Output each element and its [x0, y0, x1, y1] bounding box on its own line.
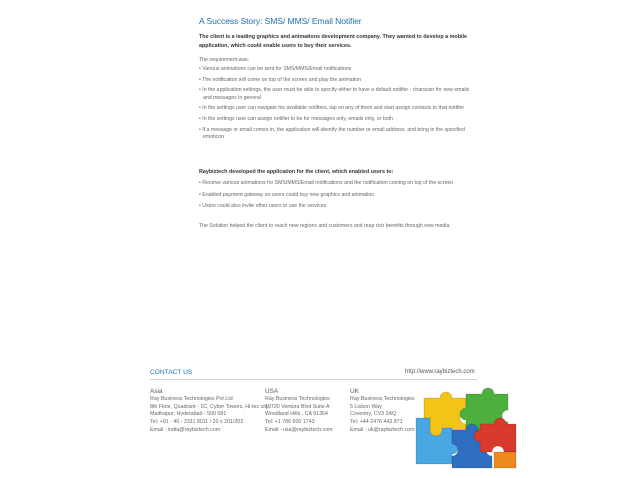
list-item: • Users could also invite other users to use the services: [199, 203, 479, 211]
list-item: • If a message or email comes in, the application will identify the number or email address, and bring in the specified emoticon: [199, 127, 479, 142]
list-item: • Enabled payment gateway so users could buy new graphics and animation: [199, 192, 479, 200]
phone-line: Tel: +1 786 600 1743: [265, 419, 315, 426]
list-item: • In the settings user can assign notifier to be for messages only, emails only, or both: [199, 116, 479, 124]
contact-title: CONTACT US: [150, 369, 193, 376]
list-item: • The notification will come on top of the screen and play the animation: [199, 77, 479, 85]
office-asia: [150, 388, 270, 435]
list-item: • In the settings user can navigate his available notifiers, tap on any of them and start assign contacts to that notifier: [199, 105, 479, 113]
address-line: Ray Business Technologies: [265, 395, 330, 402]
email-line[interactable]: Email - india@raybiztech.com: [150, 426, 221, 433]
address-line: 19720 Ventura Blvd Suite A: [265, 403, 330, 410]
address-line: Ray Business Technologies: [350, 395, 415, 402]
phone-line: Tel: +91 - 40 - 2311 8011 / 20 x 201/202: [150, 419, 244, 426]
address-line: Woodland Hills , CA 91364: [265, 411, 328, 418]
region-label: UK: [350, 388, 359, 395]
solution-paragraph: The Solution helped the client to reach new regions and customers and reap rich benefits through new media.: [199, 223, 451, 229]
region-label: Asia: [150, 388, 163, 395]
phone-line: Tel: +44 2476 443 871: [350, 419, 403, 426]
office-uk: [350, 388, 415, 435]
address-line: 5 Lisbon Way: [350, 403, 382, 410]
region-label: USA: [265, 388, 279, 395]
puzzle-pieces-image: [410, 384, 522, 472]
intro-paragraph: The client is a leading graphics and animations development company. They wanted to develop a mobile application, which could enable users to buy their services.: [199, 34, 467, 49]
office-usa: [265, 388, 333, 435]
list-item: • In the application settings, the user must be able to specify either to have a default notifier - character for new emails and messages in general: [199, 87, 479, 102]
puzzle-piece-orange: [494, 452, 516, 468]
requirement-label: The requirement was:: [199, 57, 250, 63]
address-line: Madhapur, Hyderabad - 500 081: [150, 411, 227, 418]
list-item: • Various animations can be sent for SMS/MMS/Email notifications: [199, 66, 479, 74]
address-line: 8th Floor, Quadrant - 1C, Cyber Towers, Hi-tec city,: [150, 403, 270, 410]
email-line[interactable]: Email - usa@raybiztech.com: [265, 426, 333, 433]
developed-list: [199, 180, 479, 215]
list-item: • Receive various animations for SMS/MMS/Email notifications and the notification coming on top of the screen: [199, 180, 479, 188]
divider: [150, 379, 477, 380]
address-line: Coventry, CV3 2AQ: [350, 411, 397, 418]
story-title: A Success Story: SMS/ MMS/ Email Notifier: [199, 16, 362, 26]
requirements-list: [199, 66, 479, 145]
address-line: Ray Business Technologies Pvt Ltd: [150, 395, 233, 402]
email-line[interactable]: Email - uk@raybiztech.com: [350, 426, 415, 433]
developed-heading: Raybiztech developed the application for the client, which enabled users to:: [199, 169, 394, 175]
website-link[interactable]: http://www.raybiztech.com: [405, 369, 475, 375]
